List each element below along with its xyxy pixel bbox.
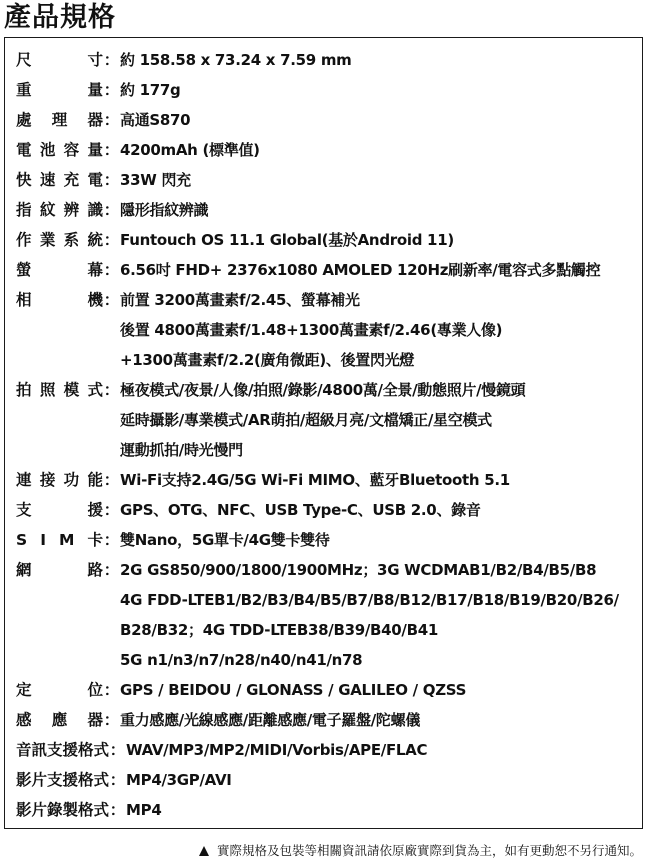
spec-row xyxy=(16,735,644,765)
spec-colon: ： xyxy=(103,471,120,489)
spec-row xyxy=(16,255,644,285)
spec-colon: ： xyxy=(103,291,120,309)
spec-row xyxy=(16,375,644,465)
spec-value: 前置 3200萬畫素f/2.45、螢幕補光 xyxy=(120,291,360,309)
spec-value: MP4 xyxy=(126,801,162,819)
spec-value: B28/B32；4G TDD-LTEB38/B39/B40/B41 xyxy=(120,621,439,639)
spec-value-group xyxy=(126,765,644,795)
spec-value-group xyxy=(120,525,644,555)
spec-row xyxy=(16,675,644,705)
spec-label: 電池容量 xyxy=(16,141,103,159)
spec-value: 約 177g xyxy=(120,81,181,99)
spec-label: 拍照模式 xyxy=(16,381,103,399)
spec-value: Wi-Fi支持2.4G/5G Wi-Fi MIMO、藍牙Bluetooth 5.1 xyxy=(120,471,510,489)
spec-colon: ： xyxy=(109,771,126,789)
spec-value: 後置 4800萬畫素f/1.48+1300萬畫素f/2.46(專業人像) xyxy=(120,321,503,339)
spec-label: 相 機 xyxy=(16,291,103,309)
spec-label: 重 量 xyxy=(16,81,103,99)
spec-row xyxy=(16,525,644,555)
spec-value-group xyxy=(120,375,644,465)
spec-label: 連接功能 xyxy=(16,471,103,489)
spec-label: 螢 幕 xyxy=(16,261,103,279)
spec-value: GPS、OTG、NFC、USB Type-C、USB 2.0、錄音 xyxy=(120,501,481,519)
spec-value: 雙Nano，5G單卡/4G雙卡雙待 xyxy=(120,531,330,549)
spec-list xyxy=(16,45,644,825)
spec-value-group xyxy=(120,75,644,105)
spec-value: 極夜模式/夜景/人像/拍照/錄影/4800萬/全景/動態照片/慢鏡頭 xyxy=(120,381,526,399)
spec-value: 33W 閃充 xyxy=(120,171,191,189)
spec-value-group xyxy=(120,495,644,525)
warning-triangle-icon xyxy=(199,846,209,856)
spec-value-group xyxy=(120,675,644,705)
spec-value: Funtouch OS 11.1 Global(基於Android 11) xyxy=(120,231,454,249)
spec-colon: ： xyxy=(103,201,120,219)
spec-label: 影片錄製格式 xyxy=(16,801,110,819)
spec-value-group xyxy=(120,555,644,675)
spec-label: 影片支援格式 xyxy=(16,771,110,789)
spec-value: MP4/3GP/AVI xyxy=(126,771,232,789)
spec-row xyxy=(16,765,644,795)
spec-row xyxy=(16,495,644,525)
spec-value: 重力感應/光線感應/距離感應/電子羅盤/陀螺儀 xyxy=(120,711,421,729)
spec-colon: ： xyxy=(103,531,120,549)
spec-value: 2G GS850/900/1800/1900MHz；3G WCDMAB1/B2/B4/B5/B8 xyxy=(120,561,597,579)
spec-row xyxy=(16,555,644,675)
spec-label: 處 理 器 xyxy=(16,111,103,129)
spec-row xyxy=(16,135,644,165)
spec-label: 感 應 器 xyxy=(16,711,103,729)
spec-colon: ： xyxy=(103,261,120,279)
spec-label: 尺 寸 xyxy=(16,51,103,69)
spec-label: 定 位 xyxy=(16,681,103,699)
spec-value: 高通S870 xyxy=(120,111,191,129)
spec-value: WAV/MP3/MP2/MIDI/Vorbis/APE/FLAC xyxy=(126,741,428,759)
spec-colon: ： xyxy=(103,171,120,189)
spec-value: 4200mAh (標準值) xyxy=(120,141,260,159)
disclaimer-note xyxy=(199,842,642,860)
spec-row xyxy=(16,465,644,495)
spec-row xyxy=(16,705,644,735)
spec-row xyxy=(16,225,644,255)
spec-row xyxy=(16,165,644,195)
spec-value: 隱形指紋辨識 xyxy=(120,201,209,219)
spec-value: +1300萬畫素f/2.2(廣角微距)、後置閃光燈 xyxy=(120,351,415,369)
spec-label: 支 援 xyxy=(16,501,103,519)
spec-colon: ： xyxy=(103,81,120,99)
spec-value-group xyxy=(120,45,644,75)
spec-label: 指紋辨識 xyxy=(16,201,103,219)
spec-label: 快速充電 xyxy=(16,171,103,189)
spec-value: 運動抓拍/時光慢門 xyxy=(120,441,243,459)
spec-row xyxy=(16,285,644,375)
spec-colon: ： xyxy=(103,111,120,129)
spec-colon: ： xyxy=(109,801,126,819)
spec-row xyxy=(16,795,644,825)
spec-colon: ： xyxy=(109,741,126,759)
spec-colon: ： xyxy=(103,561,120,579)
spec-label: 網 路 xyxy=(16,561,103,579)
spec-row xyxy=(16,105,644,135)
spec-label: S I M 卡 xyxy=(16,531,103,549)
spec-colon: ： xyxy=(103,141,120,159)
spec-value-group xyxy=(120,285,644,375)
spec-row xyxy=(16,45,644,75)
spec-value: 5G n1/n3/n7/n28/n40/n41/n78 xyxy=(120,651,363,669)
spec-row xyxy=(16,195,644,225)
spec-value-group xyxy=(120,255,644,285)
spec-row xyxy=(16,75,644,105)
spec-colon: ： xyxy=(103,501,120,519)
spec-value-group xyxy=(120,465,644,495)
spec-value: GPS / BEIDOU / GLONASS / GALILEO / QZSS xyxy=(120,681,467,699)
spec-value-group xyxy=(120,195,644,225)
spec-label: 音訊支援格式 xyxy=(16,741,110,759)
spec-colon: ： xyxy=(103,381,120,399)
disclaimer-text: 實際規格及包裝等相關資訊請依原廠實際到貨為主，如有更動恕不另行通知。 xyxy=(216,843,642,858)
spec-value-group xyxy=(120,225,644,255)
spec-value-group xyxy=(120,135,644,165)
spec-value: 約 158.58 x 73.24 x 7.59 mm xyxy=(120,51,352,69)
spec-colon: ： xyxy=(103,711,120,729)
spec-value: 延時攝影/專業模式/AR萌拍/超級月亮/文檔矯正/星空模式 xyxy=(120,411,492,429)
spec-value-group xyxy=(126,735,644,765)
spec-value-group xyxy=(126,795,644,825)
spec-value-group xyxy=(120,105,644,135)
spec-colon: ： xyxy=(103,51,120,69)
spec-value: 4G FDD-LTEB1/B2/B3/B4/B5/B7/B8/B12/B17/B18/B19/B20/B26/ xyxy=(120,591,619,609)
spec-label: 作業系統 xyxy=(16,231,103,249)
spec-colon: ： xyxy=(103,681,120,699)
spec-value-group xyxy=(120,705,644,735)
page-title: 產品規格 xyxy=(4,2,116,33)
spec-colon: ： xyxy=(103,231,120,249)
spec-value-group xyxy=(120,165,644,195)
spec-value: 6.56吋 FHD+ 2376x1080 AMOLED 120Hz刷新率/電容式多點觸控 xyxy=(120,261,601,279)
